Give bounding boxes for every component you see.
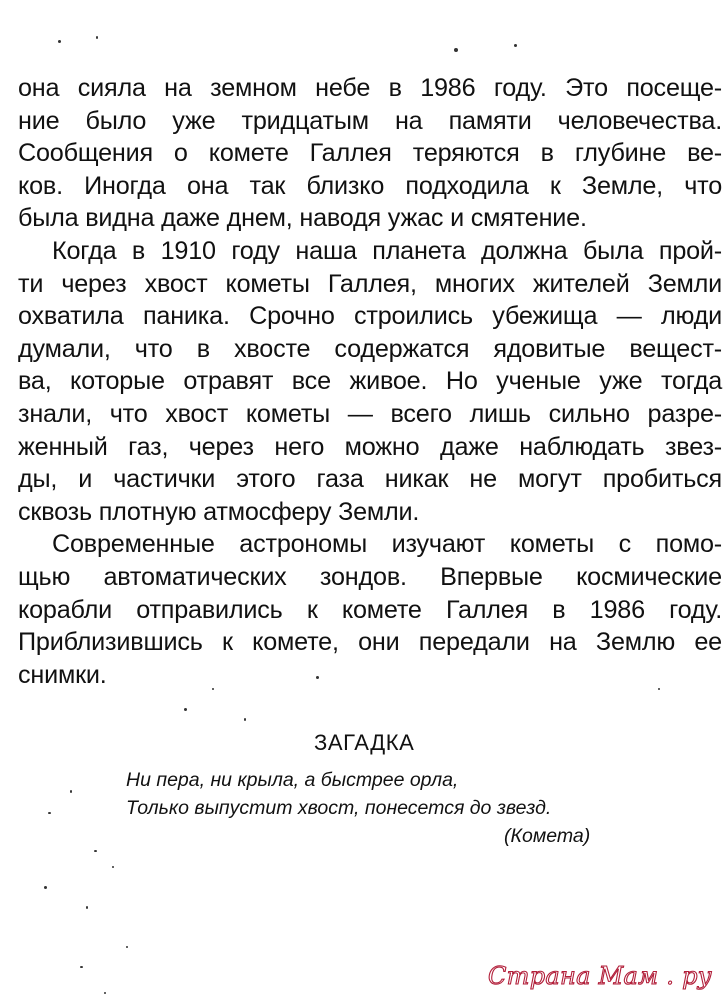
text-line: ков. Иногда она так близко подходила к Земле, что: [18, 171, 722, 200]
text-line: ды, и частички этого газа никак не могут пробиться: [18, 465, 722, 494]
scan-speck: [454, 48, 458, 52]
scan-speck: [244, 718, 246, 721]
text-line: охватила паника. Срочно строились убежища — люди: [18, 302, 722, 331]
scan-speck: [104, 992, 106, 994]
riddle-answer: (Комета): [504, 825, 591, 847]
text-line: щью автоматических зондов. Впервые космические: [18, 562, 722, 591]
text-line: Сообщения о комете Галлея теряются в глубине ве-: [18, 139, 722, 168]
scan-speck: [514, 44, 517, 47]
text-line: снимки.: [18, 660, 107, 689]
text-line: Приблизившись к комете, они передали на Землю ее: [18, 628, 722, 657]
text-line: Когда в 1910 году наша планета должна была прой-: [52, 236, 722, 265]
riddle-verse: [126, 766, 590, 850]
scan-speck: [112, 866, 114, 868]
scan-speck: [70, 790, 72, 793]
riddle-line: Ни пера, ни крыла, а быстрее орла,: [126, 769, 459, 791]
scan-speck: [48, 812, 51, 814]
paragraph-1: [18, 72, 722, 235]
riddle-line: Только выпустит хвост, понесется до звезд.: [126, 797, 552, 819]
text-line: знали, что хвост кометы — всего лишь сильно разре-: [18, 399, 722, 428]
watermark-logo: Страна Мам . ру: [488, 962, 712, 990]
text-line: корабли отправились к комете Галлея в 1986 году.: [18, 595, 722, 624]
text-line: думали, что в хвосте содержатся ядовитые вещест-: [18, 334, 722, 363]
scan-speck: [58, 40, 61, 43]
scan-speck: [86, 906, 88, 909]
article-body: [18, 72, 722, 691]
scan-speck: [316, 676, 319, 679]
text-line: была видна даже днем, наводя ужас и смятение.: [18, 204, 587, 233]
text-line: Современные астрономы изучают кометы с помо-: [52, 530, 722, 559]
scan-speck: [184, 708, 187, 711]
text-line: женный газ, через него можно даже наблюдать звез-: [18, 432, 722, 461]
scan-speck: [126, 946, 128, 948]
scan-speck: [658, 688, 660, 690]
scan-speck: [44, 886, 47, 889]
text-line: сквозь плотную атмосферу Земли.: [18, 497, 420, 526]
scan-speck: [94, 850, 97, 852]
text-line: ти через хвост кометы Галлея, многих жителей Земли: [18, 269, 722, 298]
paragraph-2: [18, 235, 722, 528]
paragraph-3: [18, 528, 722, 691]
scan-speck: [96, 36, 98, 39]
scan-speck: [212, 688, 214, 690]
scan-speck: [80, 966, 83, 968]
riddle-title: ЗАГАДКА: [314, 730, 415, 755]
text-line: она сияла на земном небе в 1986 году. Это посеще-: [18, 74, 722, 102]
text-line: ва, которые отравят все живое. Но ученые уже тогда: [18, 367, 722, 396]
text-line: ние было уже тридцатым на памяти человечества.: [18, 106, 722, 135]
